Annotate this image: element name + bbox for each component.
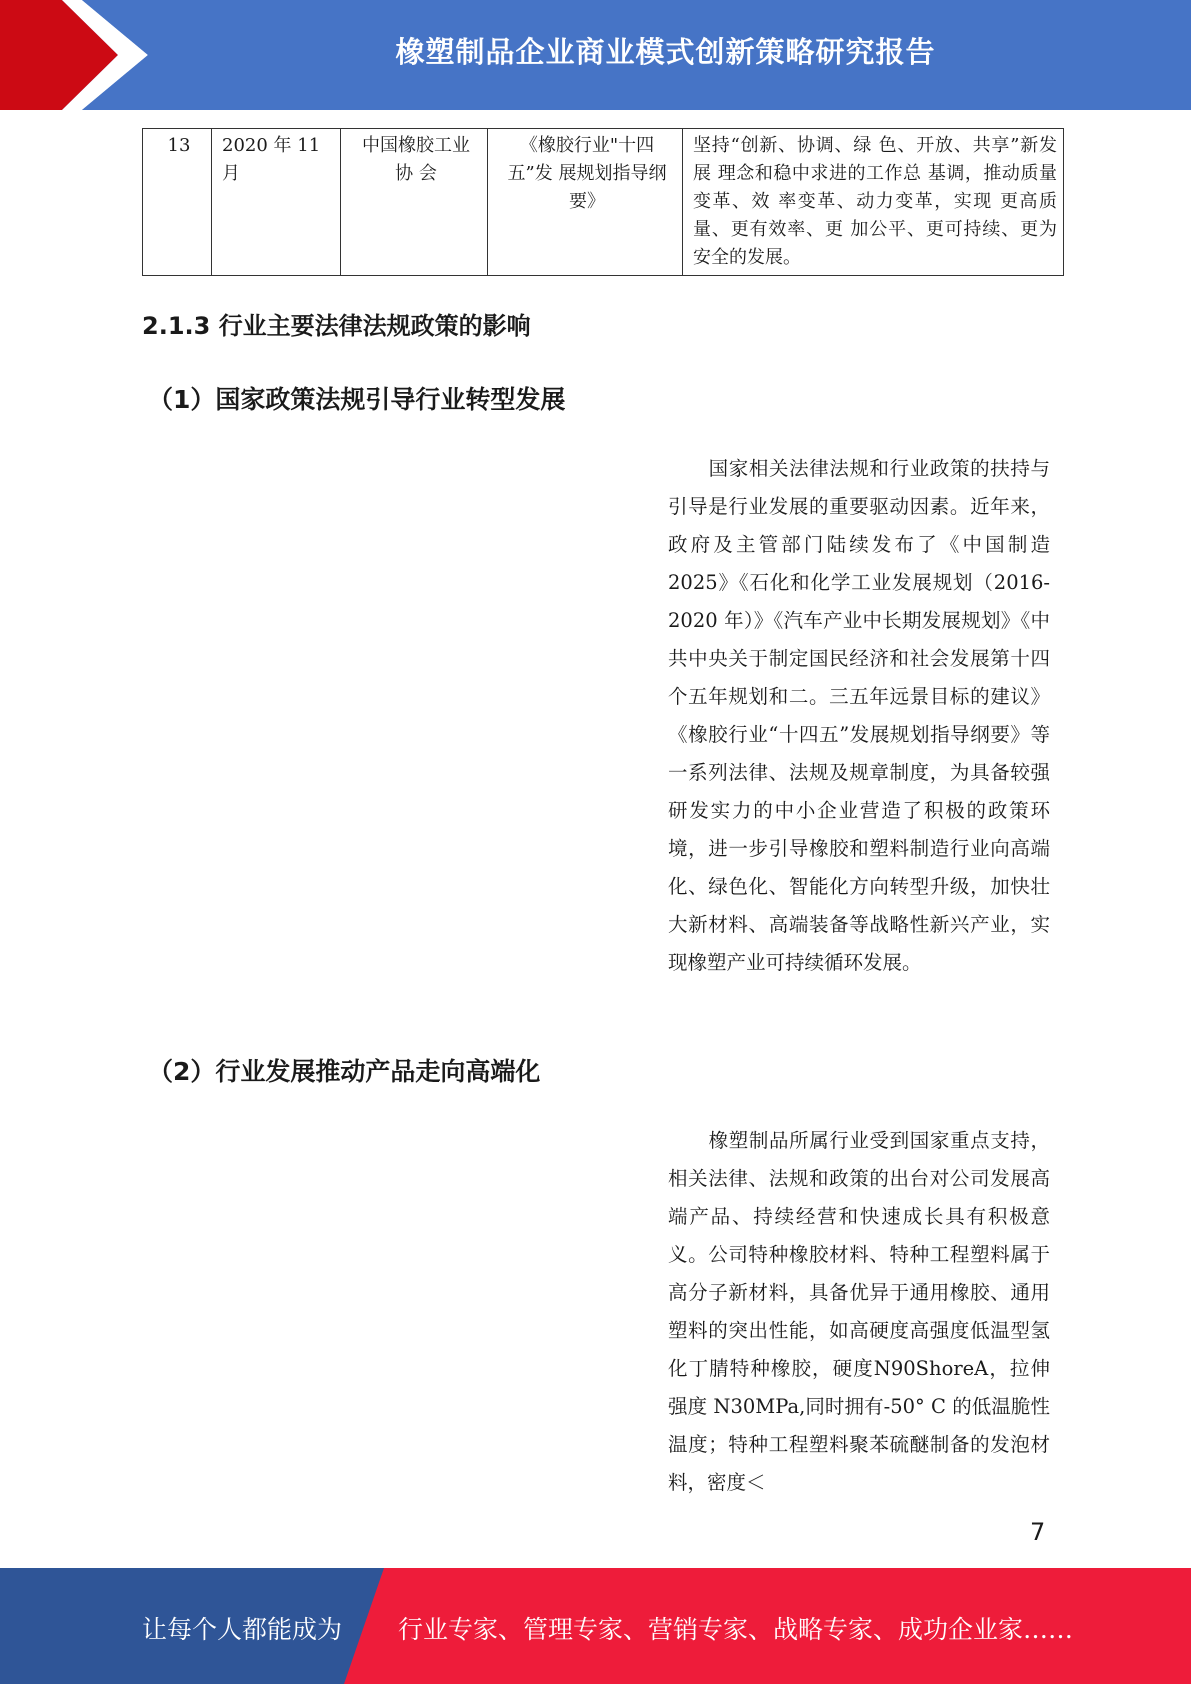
row-content-cell: 坚持“创新、协调、绿 色、开放、共享”新发展 理念和稳中求进的工作总 基调，推动质量变革、效 率变革、动力变革，实现 更高质量、更有效率、更 加公平、更可持续、更为 安全的发展。 — [683, 129, 1064, 276]
header-chevron-decoration — [0, 0, 160, 110]
row-date-cell: 2020 年 11 月 — [212, 129, 341, 276]
footer-slogan-right: 行业专家、管理专家、营销专家、战略专家、成功企业家…… — [398, 1615, 1074, 1644]
row-org-cell: 中国橡胶工业 协 会 — [341, 129, 488, 276]
page-number: 7 — [1030, 1518, 1046, 1546]
policy-table — [142, 128, 1064, 276]
row-document-cell: 《橡胶行业"十四五”发 展规划指导纲要》 — [488, 129, 683, 276]
table-row — [143, 129, 1064, 276]
paragraph-high-end-products — [668, 1122, 1050, 1502]
report-footer — [0, 1568, 1191, 1684]
subsection-heading-2: （2）行业发展推动产品走向高端化 — [148, 1057, 541, 1086]
subsection-heading-1: （1）国家政策法规引导行业转型发展 — [148, 385, 566, 414]
section-heading: 2.1.3 行业主要法律法规政策的影响 — [142, 312, 531, 340]
row-number-cell: 13 — [143, 129, 212, 276]
paragraph-text: 国家相关法律法规和行业政策的扶持与引导是行业发展的重要驱动因素。近年来，政府及主管部门陆续发布了《中国制造 2025》《石化和化学工业发展规划（2016-2020 年）》《汽车产业中长期发展规划》《中共中央关于制定国民经济和社会发展第十四个五年规划和二。三五年远景目标的建议》《橡胶行业“十四五”发展规划指导纲要》等一系列法律、法规及规章制度，为具备较强研发实力的中小企业营造了积极的政策环境，进一步引导橡胶和塑料制造行业向高端化、绿色化、智能化方向转型升级，加快壮大新材料、高端装备等战略性新兴产业，实现橡塑产业可持续循环发展。 — [668, 457, 1050, 974]
report-header — [0, 0, 1191, 110]
paragraph-text: 橡塑制品所属行业受到国家重点支持，相关法律、法规和政策的出台对公司发展高端产品、持续经营和快速成长具有积极意义。公司特种橡胶材料、特种工程塑料属于高分子新材料，具备优异于通用橡胶、通用塑料的突出性能，如高硬度高强度低温型氢化丁腈特种橡胶，硬度N90ShoreA，拉伸强度 N30MPa,同时拥有-50° C 的低温脆性温度；特种工程塑料聚苯硫醚制备的发泡材料，密度＜ — [668, 1129, 1050, 1494]
paragraph-policy-guidance — [668, 450, 1050, 982]
footer-slogan-left: 让每个人都能成为 — [142, 1615, 343, 1644]
report-title: 橡塑制品企业商业模式创新策略研究报告 — [395, 35, 936, 69]
